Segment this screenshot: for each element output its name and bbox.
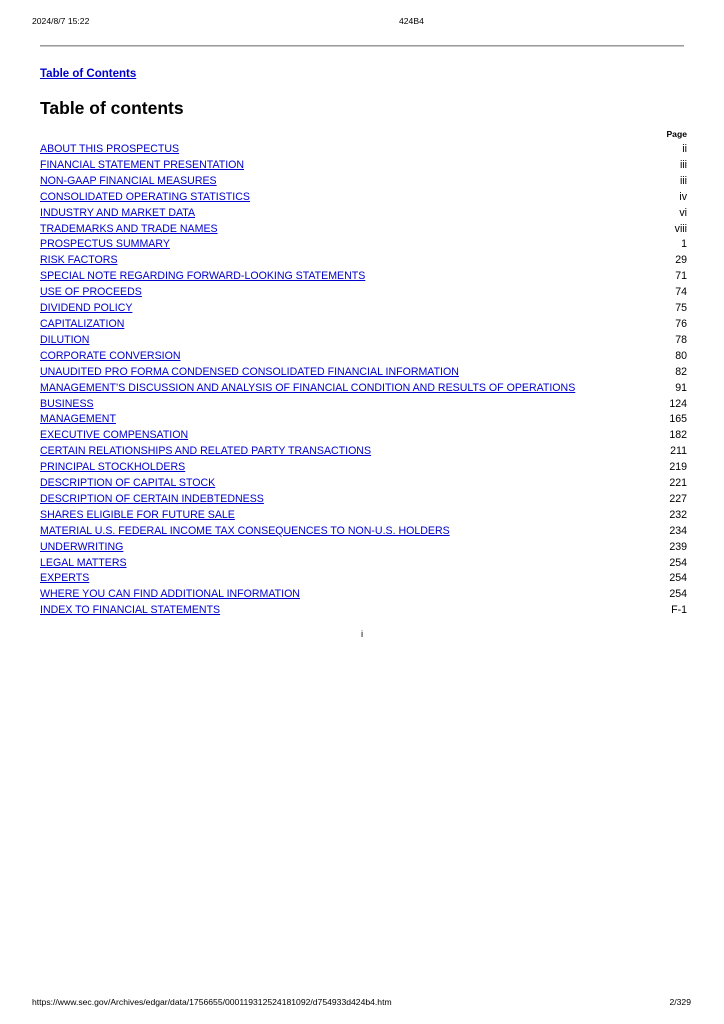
- toc-entry-link[interactable]: DIVIDEND POLICY: [40, 302, 133, 315]
- toc-row: [40, 540, 687, 556]
- toc-entry-link[interactable]: TRADEMARKS AND TRADE NAMES: [40, 222, 218, 235]
- toc-entry-link[interactable]: CAPITALIZATION: [40, 317, 125, 330]
- toc-row: [40, 492, 687, 508]
- toc-row: [40, 444, 687, 460]
- toc-entry-link[interactable]: INDUSTRY AND MARKET DATA: [40, 206, 196, 219]
- toc-entry-page: 165: [669, 413, 687, 426]
- toc-row: [40, 508, 687, 524]
- toc-entry-link[interactable]: PRINCIPAL STOCKHOLDERS: [40, 461, 186, 474]
- toc-entry-page: viii: [674, 222, 687, 235]
- toc-entry-page: 254: [669, 588, 687, 601]
- toc-entry-link[interactable]: CERTAIN RELATIONSHIPS AND RELATED PARTY TRANSACTIONS: [40, 445, 372, 458]
- toc-entry-link[interactable]: LEGAL MATTERS: [40, 556, 127, 569]
- toc-row: [40, 190, 687, 206]
- toc-list: [40, 142, 687, 619]
- toc-entry-page: 82: [675, 365, 687, 378]
- toc-entry-link[interactable]: INDEX TO FINANCIAL STATEMENTS: [40, 604, 221, 617]
- toc-entry-link[interactable]: USE OF PROCEEDS: [40, 286, 142, 299]
- toc-entry-page: 71: [675, 270, 687, 283]
- toc-entry-link[interactable]: UNDERWRITING: [40, 540, 124, 553]
- toc-row: [40, 381, 687, 397]
- toc-row: [40, 285, 687, 301]
- print-header-doc-title: 424B4: [399, 16, 424, 26]
- toc-entry-page: 239: [669, 540, 687, 553]
- toc-entry-link[interactable]: WHERE YOU CAN FIND ADDITIONAL INFORMATION: [40, 588, 300, 601]
- toc-row: [40, 349, 687, 365]
- toc-entry-page: 254: [669, 572, 687, 585]
- toc-entry-link[interactable]: BUSINESS: [40, 397, 94, 410]
- toc-row: [40, 476, 687, 492]
- toc-entry-link[interactable]: MATERIAL U.S. FEDERAL INCOME TAX CONSEQUENCES TO NON-U.S. HOLDERS: [40, 524, 450, 537]
- toc-row: [40, 237, 687, 253]
- toc-entry-link[interactable]: DILUTION: [40, 333, 90, 346]
- toc-entry-link[interactable]: UNAUDITED PRO FORMA CONDENSED CONSOLIDATED FINANCIAL INFORMATION: [40, 365, 459, 378]
- toc-row: [40, 269, 687, 285]
- toc-entry-page: iii: [679, 158, 687, 171]
- toc-entry-page: 232: [669, 508, 687, 521]
- toc-entry-link[interactable]: RISK FACTORS: [40, 254, 118, 267]
- print-header-datetime: 2024/8/7 15:22: [32, 16, 90, 26]
- toc-entry-link[interactable]: SPECIAL NOTE REGARDING FORWARD-LOOKING STATEMENTS: [40, 270, 366, 283]
- toc-entry-link[interactable]: SHARES ELIGIBLE FOR FUTURE SALE: [40, 508, 235, 521]
- toc-entry-link[interactable]: EXPERTS: [40, 572, 90, 585]
- toc-row: [40, 587, 687, 603]
- print-footer-page-count: 2/329: [669, 997, 691, 1007]
- toc-entry-page: 221: [669, 477, 687, 490]
- toc-entry-page: 1: [681, 238, 687, 251]
- toc-entry-page: 75: [675, 302, 687, 315]
- toc-row: [40, 428, 687, 444]
- toc-entry-page: 227: [669, 492, 687, 505]
- toc-row: [40, 524, 687, 540]
- toc-entry-page: 254: [669, 556, 687, 569]
- toc-row: [40, 317, 687, 333]
- toc-entry-page: 211: [670, 445, 687, 458]
- toc-entry-page: 29: [675, 254, 687, 267]
- toc-entry-page: 234: [669, 524, 687, 537]
- toc-entry-page: F-1: [671, 604, 687, 617]
- page-column-header: Page: [666, 129, 687, 139]
- toc-entry-page: 91: [675, 381, 687, 394]
- toc-entry-link[interactable]: EXECUTIVE COMPENSATION: [40, 429, 189, 442]
- toc-entry-page: 78: [675, 333, 687, 346]
- toc-row: [40, 460, 687, 476]
- toc-entry-link[interactable]: MANAGEMENT’S DISCUSSION AND ANALYSIS OF FINANCIAL CONDITION AND RESULTS OF OPERATIONS: [40, 381, 576, 394]
- toc-row: [40, 333, 687, 349]
- header-rule: [40, 45, 684, 47]
- toc-entry-page: 76: [675, 317, 687, 330]
- toc-row: [40, 571, 687, 587]
- toc-row: [40, 412, 687, 428]
- toc-row: [40, 158, 687, 174]
- print-footer-url: https://www.sec.gov/Archives/edgar/data/1756655/000119312524181092/d754933d424b4.htm: [32, 997, 392, 1007]
- toc-entry-link[interactable]: PROSPECTUS SUMMARY: [40, 238, 170, 251]
- toc-row: [40, 603, 687, 619]
- toc-entry-page: 182: [669, 429, 687, 442]
- toc-row: [40, 174, 687, 190]
- toc-entry-page: 219: [669, 461, 687, 474]
- toc-entry-link[interactable]: MANAGEMENT: [40, 413, 116, 426]
- toc-entry-page: iv: [679, 190, 687, 203]
- toc-entry-page: 124: [669, 397, 687, 410]
- page-title: Table of contents: [40, 98, 184, 118]
- toc-entry-link[interactable]: ABOUT THIS PROSPECTUS: [40, 143, 180, 155]
- toc-entry-page: ii: [682, 143, 687, 155]
- toc-row: [40, 142, 687, 158]
- table-of-contents-link[interactable]: Table of Contents: [40, 68, 137, 80]
- toc-entry-page: 80: [675, 349, 687, 362]
- toc-entry-link[interactable]: DESCRIPTION OF CERTAIN INDEBTEDNESS: [40, 492, 264, 505]
- toc-entry-link[interactable]: CONSOLIDATED OPERATING STATISTICS: [40, 190, 250, 203]
- toc-entry-page: 74: [675, 286, 687, 299]
- toc-entry-link[interactable]: FINANCIAL STATEMENT PRESENTATION: [40, 158, 245, 171]
- toc-row: [40, 253, 687, 269]
- toc-row: [40, 397, 687, 413]
- toc-row: [40, 365, 687, 381]
- toc-entry-link[interactable]: DESCRIPTION OF CAPITAL STOCK: [40, 477, 216, 490]
- toc-row: [40, 222, 687, 238]
- toc-entry-page: iii: [679, 174, 687, 187]
- toc-entry-link[interactable]: CORPORATE CONVERSION: [40, 349, 181, 362]
- toc-entry-link[interactable]: NON-GAAP FINANCIAL MEASURES: [40, 174, 217, 187]
- toc-row: [40, 206, 687, 222]
- page-number: i: [360, 629, 364, 640]
- toc-row: [40, 556, 687, 572]
- toc-entry-page: vi: [679, 206, 687, 219]
- toc-row: [40, 301, 687, 317]
